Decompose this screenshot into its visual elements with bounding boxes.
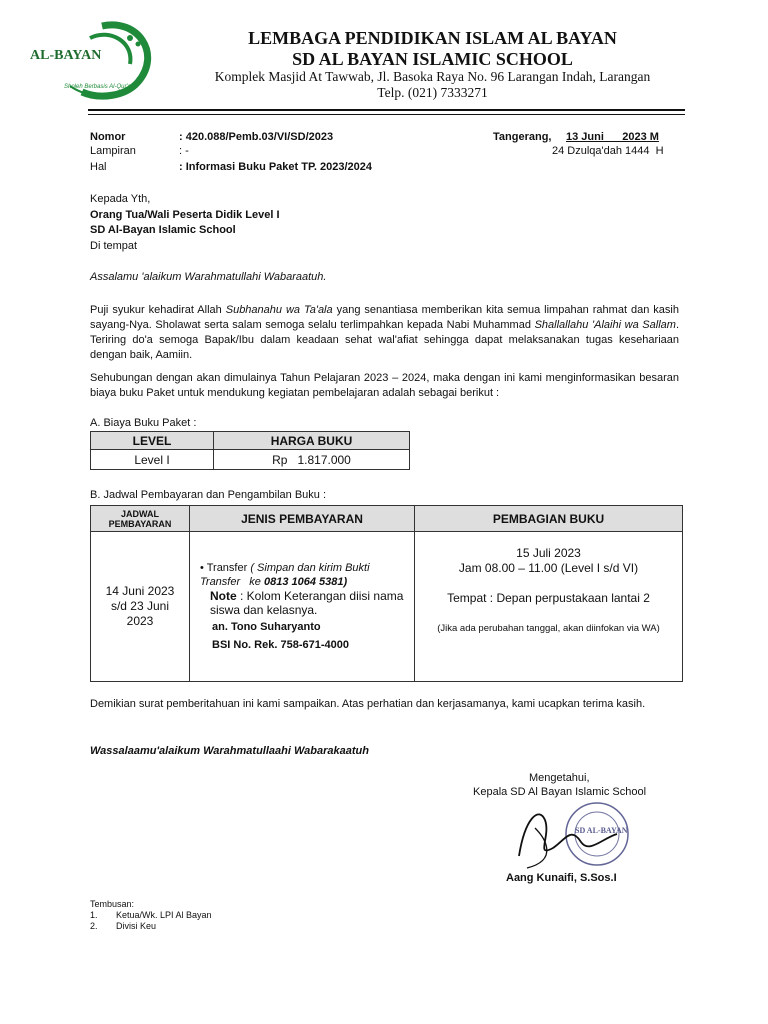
letterhead-line2: SD AL BAYAN ISLAMIC SCHOOL (292, 49, 573, 69)
nomor-value: : 420.088/Pemb.03/VI/SD/2023 (179, 131, 334, 143)
logo-text: AL-BAYAN (30, 48, 102, 63)
tembusan-num-1: 1. (90, 910, 98, 920)
col-jadwal: JADWAL PEMBAYARAN (91, 506, 190, 532)
tembusan-item-2: Divisi Keu (116, 921, 157, 931)
recipient-line3: Di tempat (90, 240, 138, 252)
jadwal-text: 14 Juni 2023 s/d 23 Juni 2023 (105, 584, 175, 628)
letter-date-masehi: 13 Juni 2023 M (566, 131, 659, 143)
para1-b: Subhanahu wa Ta'ala (225, 304, 333, 316)
distribution-time: Jam 08.00 – 11.00 (Level I s/d VI) (458, 561, 639, 575)
section-a-title: A. Biaya Buku Paket : (90, 417, 197, 429)
logo-tagline: Sholeh Berbasis Al-Qur'an (64, 84, 135, 90)
transfer-label: Transfer (206, 562, 248, 574)
letterhead-line1: LEMBAGA PENDIDIKAN ISLAM AL BAYAN (248, 28, 617, 48)
signature-title: Kepala SD Al Bayan Islamic School (473, 786, 647, 798)
cell-pembagian (415, 532, 683, 682)
transfer-note: ( Simpan dan kirim Bukti Transfer ke (200, 562, 373, 588)
para1-a: Puji syukur kehadirat Allah (90, 304, 226, 316)
recipient-line1: Orang Tua/Wali Peserta Didik Level I (90, 209, 280, 221)
account-name: an. Tono Suharyanto (212, 621, 321, 633)
recipient-line2: SD Al-Bayan Islamic School (90, 224, 236, 236)
col-harga: HARGA BUKU (214, 432, 410, 450)
distribution-place: Tempat : Depan perpustakaan lantai 2 (447, 591, 650, 605)
distribution-info: (Jika ada perubahan tanggal, akan diinfokan via WA) (437, 623, 660, 634)
recipient-greeting: Kepada Yth, (90, 193, 151, 205)
salam-closing: Wassalaamu'alaikum Warahmatullaahi Wabarakaatuh (90, 745, 369, 757)
salam-opening: Assalamu 'alaikum Warahmatullahi Wabaraatuh. (90, 271, 327, 283)
cell-harga: Rp 1.817.000 (214, 450, 410, 470)
para1-c: yang senantiasa memberikan kita semua limpahan rahmat dan kasih sayang-Nya. Sholawat serta salam semoga selalu terlimpahkan kepada Nabi Muhammad (90, 304, 679, 331)
book-price-table (90, 431, 410, 470)
note-text: : Kolom Keterangan diisi nama siswa dan kelasnya. (210, 589, 404, 617)
account-number: BSI No. Rek. 758-671-4000 (212, 639, 349, 651)
schedule-table (90, 505, 683, 682)
col-pembagian: PEMBAGIAN BUKU (415, 506, 683, 532)
tembusan-item-1: Ketua/Wk. LPI Al Bayan (116, 910, 212, 920)
tembusan-num-2: 2. (90, 921, 98, 931)
signature-mengetahui: Mengetahui, (529, 772, 590, 784)
cell-jadwal (91, 532, 190, 682)
table-row (91, 532, 683, 682)
lampiran-value: : - (179, 145, 189, 157)
letterhead-phone: Telp. (021) 7333271 (377, 85, 488, 100)
signature-name: Aang Kunaifi, S.Sos.I (506, 872, 617, 884)
paragraph-context: Sehubungan dengan akan dimulainya Tahun Pelajaran 2023 – 2024, maka dengan ini kami menginformasikan besaran biaya buku Paket untuk mendukung kegiatan pembelajaran adalah sebagai berikut : (90, 372, 679, 399)
table-row (91, 450, 410, 470)
letterhead-address: Komplek Masjid At Tawwab, Jl. Basoka Raya No. 96 Larangan Indah, Larangan (214, 69, 651, 84)
transfer-phone: 0813 1064 5381) (263, 576, 348, 588)
para1-e: . Teriring do'a semoga Bapak/Ibu dalam keadaan sehat wal'afiat sehingga dapat melaksanakan tugas kesehariaan dengan baik, Aamiin. (90, 319, 679, 361)
para1-d: Shallallahu 'Alaihi wa Sallam (534, 319, 676, 331)
bullet: • (200, 562, 204, 574)
cell-level: Level I (91, 450, 214, 470)
hal-label: Hal (90, 161, 107, 173)
letter-place: Tangerang, (493, 131, 552, 143)
tembusan-label: Tembusan: (90, 899, 135, 909)
signature-stamp (505, 798, 655, 878)
letterhead-divider (88, 109, 685, 115)
cell-jenis (190, 532, 415, 682)
col-level: LEVEL (91, 432, 214, 450)
lampiran-label: Lampiran (90, 145, 136, 157)
nomor-label: Nomor (90, 131, 126, 143)
closing-text: Demikian surat pemberitahuan ini kami sampaikan. Atas perhatian dan kerjasamanya, kami ucapkan terima kasih. (90, 698, 646, 710)
note-label: Note (210, 589, 237, 603)
letter-date-hijri: 24 Dzulqa'dah 1444 H (552, 145, 664, 157)
hal-value: : Informasi Buku Paket TP. 2023/2024 (179, 161, 372, 173)
distribution-date: 15 Juli 2023 (516, 546, 581, 560)
school-logo (30, 20, 158, 102)
paragraph-intro (90, 303, 679, 363)
stamp-text: SD AL-BAYAN (575, 826, 628, 835)
section-b-title: B. Jadwal Pembayaran dan Pengambilan Buku : (90, 489, 327, 501)
col-jenis: JENIS PEMBAYARAN (190, 506, 415, 532)
